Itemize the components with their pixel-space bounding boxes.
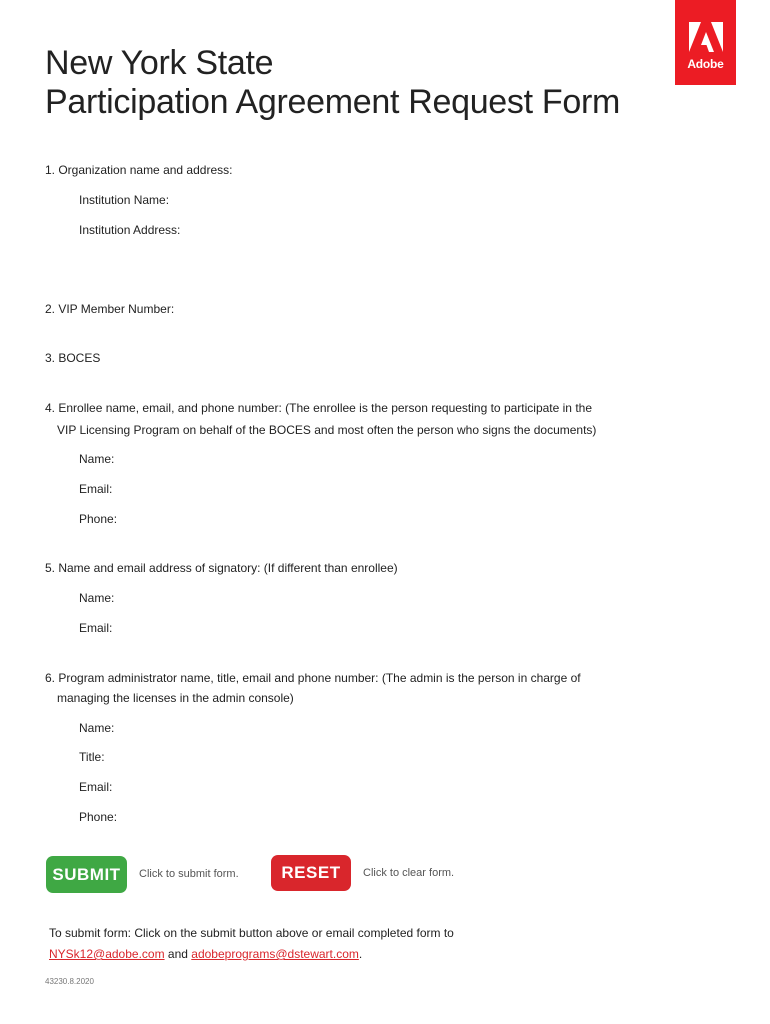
admin-phone-label[interactable]: Phone:: [79, 810, 118, 824]
page-title: [45, 44, 620, 122]
admin-email-label[interactable]: Email:: [79, 780, 113, 794]
signatory-email-label[interactable]: Email:: [79, 621, 113, 635]
reset-button[interactable]: RESET: [271, 855, 351, 891]
submit-instructions-text: To submit form: Click on the submit button above or email completed form to: [49, 926, 454, 940]
submit-button[interactable]: SUBMIT: [46, 856, 127, 893]
admin-heading-line2: managing the licenses in the admin console): [57, 691, 294, 705]
period-text: .: [358, 947, 363, 961]
email-link-adobeprograms[interactable]: adobeprograms@dstewart.com: [191, 947, 359, 961]
institution-name-label[interactable]: Institution Name:: [79, 193, 170, 207]
adobe-a-icon: [689, 22, 723, 52]
signatory-name-label[interactable]: Name:: [79, 591, 115, 605]
email-link-nysk12[interactable]: NYSk12@adobe.com: [49, 947, 165, 961]
enrollee-phone-label[interactable]: Phone:: [79, 512, 118, 526]
adobe-logo-text: Adobe: [687, 57, 724, 71]
submit-emails-line: [49, 944, 454, 965]
vip-heading[interactable]: 2. VIP Member Number:: [45, 302, 175, 316]
org-heading: 1. Organization name and address:: [45, 163, 233, 177]
reset-hint: Click to clear form.: [363, 867, 455, 879]
enrollee-heading-line2: VIP Licensing Program on behalf of the BOCES and most often the person who signs the documents): [57, 423, 597, 437]
submit-hint: Click to submit form.: [139, 868, 239, 880]
document-code: 43230.8.2020: [45, 977, 94, 986]
admin-name-label[interactable]: Name:: [79, 721, 115, 735]
title-line-2: Participation Agreement Request Form: [45, 83, 621, 121]
admin-title-label[interactable]: Title:: [79, 750, 105, 764]
enrollee-email-label[interactable]: Email:: [79, 482, 113, 496]
enrollee-heading-line1: 4. Enrollee name, email, and phone number: (The enrollee is the person requesting to participate in the: [45, 401, 592, 415]
institution-address-label[interactable]: Institution Address:: [79, 223, 181, 237]
admin-heading-line1: 6. Program administrator name, title, email and phone number: (The admin is the person in charge of: [45, 671, 581, 685]
enrollee-name-label[interactable]: Name:: [79, 452, 115, 466]
and-text: and: [164, 947, 192, 961]
adobe-logo: [675, 0, 736, 85]
title-line-1: New York State: [45, 44, 274, 82]
boces-heading[interactable]: 3. BOCES: [45, 351, 101, 365]
submit-instructions: [49, 923, 454, 965]
signatory-heading: 5. Name and email address of signatory: (If different than enrollee): [45, 561, 398, 575]
